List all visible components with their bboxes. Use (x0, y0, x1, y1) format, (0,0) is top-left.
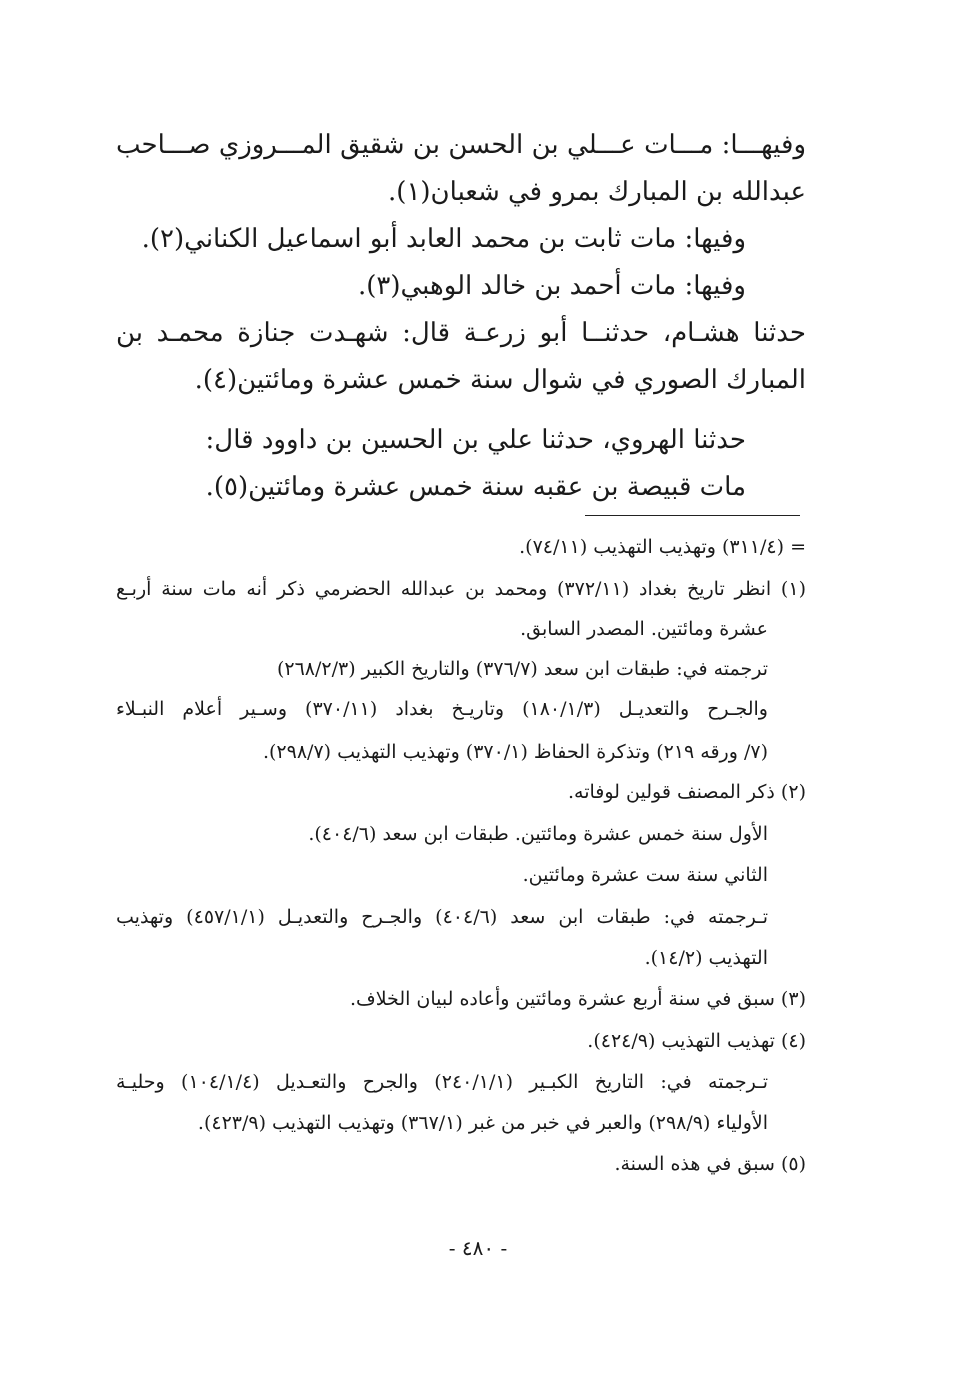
main-line-7: حدثنا الهروي، حدثنا علي بن الحسين بن داوود قال: (205, 425, 746, 455)
main-line-3: وفيها: مات ثابت بن محمد العابد أبو اسماعيل الكناني(٢). (141, 224, 746, 254)
footnote-2-line-3: الثاني سنة ست عشرة ومائتين. (522, 864, 768, 886)
main-line-8: مات قبيصة بن عقبه سنة خمس عشرة ومائتين(٥). (205, 472, 746, 502)
main-line-5: حدثنا هشـام، حدثنــا أبو زرعـة قال: شهـدت جنازة محمـد بن (116, 318, 806, 348)
footnote-4-line-1: (٤) تهذيب التهذيب (٤٢٤/٩). (587, 1030, 806, 1052)
footnote-1-line-5: (٧/ ورقه ٢١٩) وتذكرة الحفاظ (٣٧٠/١) وتهذيب التهذيب (٢٩٨/٧). (262, 741, 768, 763)
footnote-2-line-4: تـرجمته في: طبقات ابن سعد (٤٠٤/٦) والجـرح والتعديـل (٤٥٧/١/١) وتهذيب (116, 906, 769, 928)
footnote-2-line-2: الأول سنة خمس عشرة ومائتين. طبقات ابن سعد (٤٠٤/٦). (308, 823, 768, 845)
footnote-4-line-3: الأولياء (٢٩٨/٩) والعبر في خبر من غبر (٣٦٧/١) وتهذيب التهذيب (٤٢٣/٩). (197, 1112, 768, 1134)
footnote-2-line-5: التهذيب (١٤/٢). (644, 947, 768, 969)
footnote-3: (٣) سبق في سنة أربع عشرة ومائتين وأعاده لبيان الخلاف. (349, 988, 806, 1010)
footnote-4-line-2: تـرجمته في: التاريخ الكبـير (٢٤٠/١/١) والجرح والتعـديل (١٠٤/١/٤) وحليـة (116, 1071, 769, 1093)
main-line-4: وفيها: مات أحمد بن خالد الوهبي(٣). (357, 271, 746, 301)
main-line-6: المبارك الصوري في شوال سنة خمس عشرة ومائتين(٤). (194, 365, 806, 395)
footnote-5: (٥) سبق في هذه السنة. (614, 1153, 806, 1175)
page-number: - ٤٨٠ - (448, 1236, 508, 1260)
footnote-separator (585, 515, 800, 516)
footnote-1-line-3: ترجمته في: طبقات ابن سعد (٣٧٦/٧) والتاريخ الكبير (٢٦٨/٢/٣) (276, 658, 768, 680)
footnote-1-line-1: (١) انظر تاريخ بغداد (٣٧٢/١١) ومحمد بن عبدالله الحضرمي ذكر أنه مات سنة أربـع (116, 578, 806, 600)
footnote-1-line-2: عشرة ومائتين. المصدر السابق. (520, 618, 768, 640)
main-line-1: وفيهـــا: مـــات عـــلي بن الحسن بن شقيق المـــروزي صـــاحب (116, 130, 806, 160)
footnote-2-line-1: (٢) ذكر المصنف قولين لوفاته. (567, 781, 806, 803)
footnote-1-line-4: والجـرح والتعديـل (١٨٠/١/٣) وتاريـخ بغداد (٣٧٠/١١) وسـير أعلام النبـلاء (116, 698, 768, 720)
footnote-continuation: = (٣١١/٤) وتهذيب التهذيب (٧٤/١١). (519, 536, 806, 558)
main-line-2: عبدالله بن المبارك بمرو في شعبان(١). (388, 177, 806, 207)
